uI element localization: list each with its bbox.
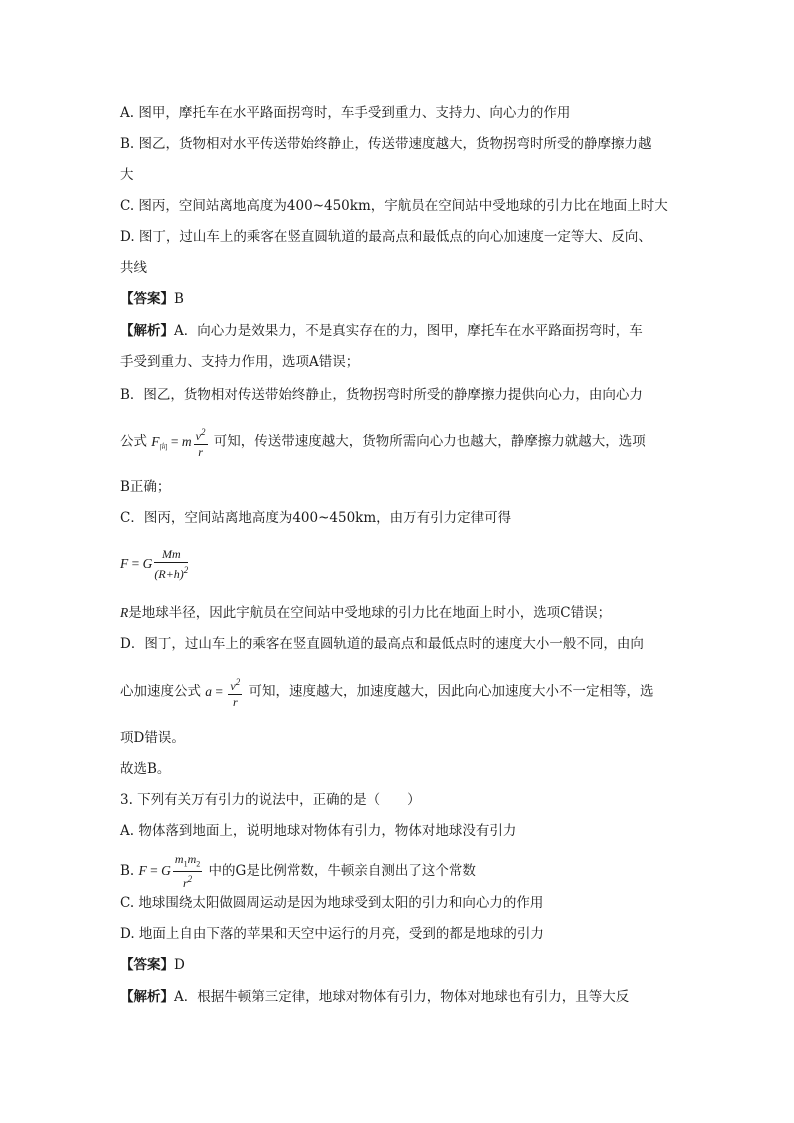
q2-analysis-d-cont: 项D错误。 (120, 730, 185, 746)
q2-analysis-a-cont: 手受到重力、支持力作用，选项A错误； (120, 354, 360, 370)
gravitation-law-formula: F = G $\frac{m_1m_2}{r^2}$ (138, 852, 201, 891)
q3-option-d: D. 地面上自由下落的苹果和天空中运行的月亮，受到的都是地球的引力 (120, 926, 544, 942)
centripetal-force-formula: $F_向 = m$ $\frac{v^2}{r}$ (151, 427, 206, 459)
gravitation-formula: F = G $\frac{Mm}{(R+h)^2}$ (120, 547, 189, 581)
q2-option-d-cont: 共线 (120, 260, 147, 276)
analysis-text: A．向心力是效果力，不是真实存在的力，图甲，摩托车在水平路面拐弯时，车 (174, 323, 643, 339)
q2-analysis-d: D．图丁，过山车上的乘客在竖直圆轨道的最高点和最低点时的速度大小一般不同，由向 (120, 636, 644, 652)
q3-stem: 3. 下列有关万有引力的说法中，正确的是（ ） (120, 792, 421, 808)
q2-analysis-a (120, 322, 643, 340)
answer-tag: 【答案】 (120, 291, 174, 307)
q2-analysis-d-formula-line: 心加速度公式 a = $\frac{v^2}{r}$ 可知，速度越大，加速度越大，因此向心加速度大小不一定相等，选 (120, 677, 654, 709)
q3-option-a: A. 物体落到地面上，说明地球对物体有引力，物体对地球没有引力 (120, 823, 517, 839)
q2-analysis-b-cont: B正确； (120, 479, 171, 495)
q2-analysis-c: C．图丙，空间站离地高度为400~450km，由万有引力定律可得 (120, 510, 512, 526)
q2-option-d: D. 图丁，过山车上的乘客在竖直圆轨道的最高点和最低点的向心加速度一定等大、反向、 (120, 229, 652, 245)
q2-analysis-b-formula-line: 公式 $F_向 = m$ $\frac{v^2}{r}$ 可知，传送带速度越大，货物所需向心力也越大，静摩擦力就越大，选项 (120, 427, 646, 459)
q2-answer (120, 290, 184, 308)
q2-analysis-b: B．图乙，货物相对传送带始终静止，货物拐弯时所受的静摩擦力提供向心力，由向心力 (120, 387, 643, 403)
q2-option-b: B. 图乙，货物相对水平传送带始终静止，传送带速度越大，货物拐弯时所受的静摩擦力越 (120, 136, 652, 152)
q3-analysis-a: 【解析】A．根据牛顿第三定律，地球对物体有引力，物体对地球也有引力，且等大反 (120, 989, 630, 1005)
q2-analysis-c-cont: R是地球半径，因此宇航员在空间站中受地球的引力比在地面上时小，选项C错误； (120, 605, 612, 621)
q2-option-b-cont: 大 (120, 167, 134, 183)
q3-answer: 【答案】D (120, 957, 185, 973)
q2-option-a: A. 图甲，摩托车在水平路面拐弯时，车手受到重力、支持力、向心力的作用 (120, 105, 571, 121)
q2-conclusion: 故选B。 (120, 761, 171, 777)
answer-value: B (174, 291, 184, 307)
q2-option-c: C. 图丙，空间站离地高度为400~450km，宇航员在空间站中受地球的引力比在地面上时大 (120, 198, 668, 214)
centripetal-acceleration-formula: a = $\frac{v^2}{r}$ (205, 677, 241, 709)
q3-option-c: C. 地球围绕太阳做圆周运动是因为地球受到太阳的引力和向心力的作用 (120, 895, 544, 911)
analysis-tag: 【解析】 (120, 323, 174, 339)
q3-option-b: B. F = G $\frac{m_1m_2}{r^2}$ 中的G是比例常数，牛顿亲自测出了这个常数 (120, 852, 476, 891)
